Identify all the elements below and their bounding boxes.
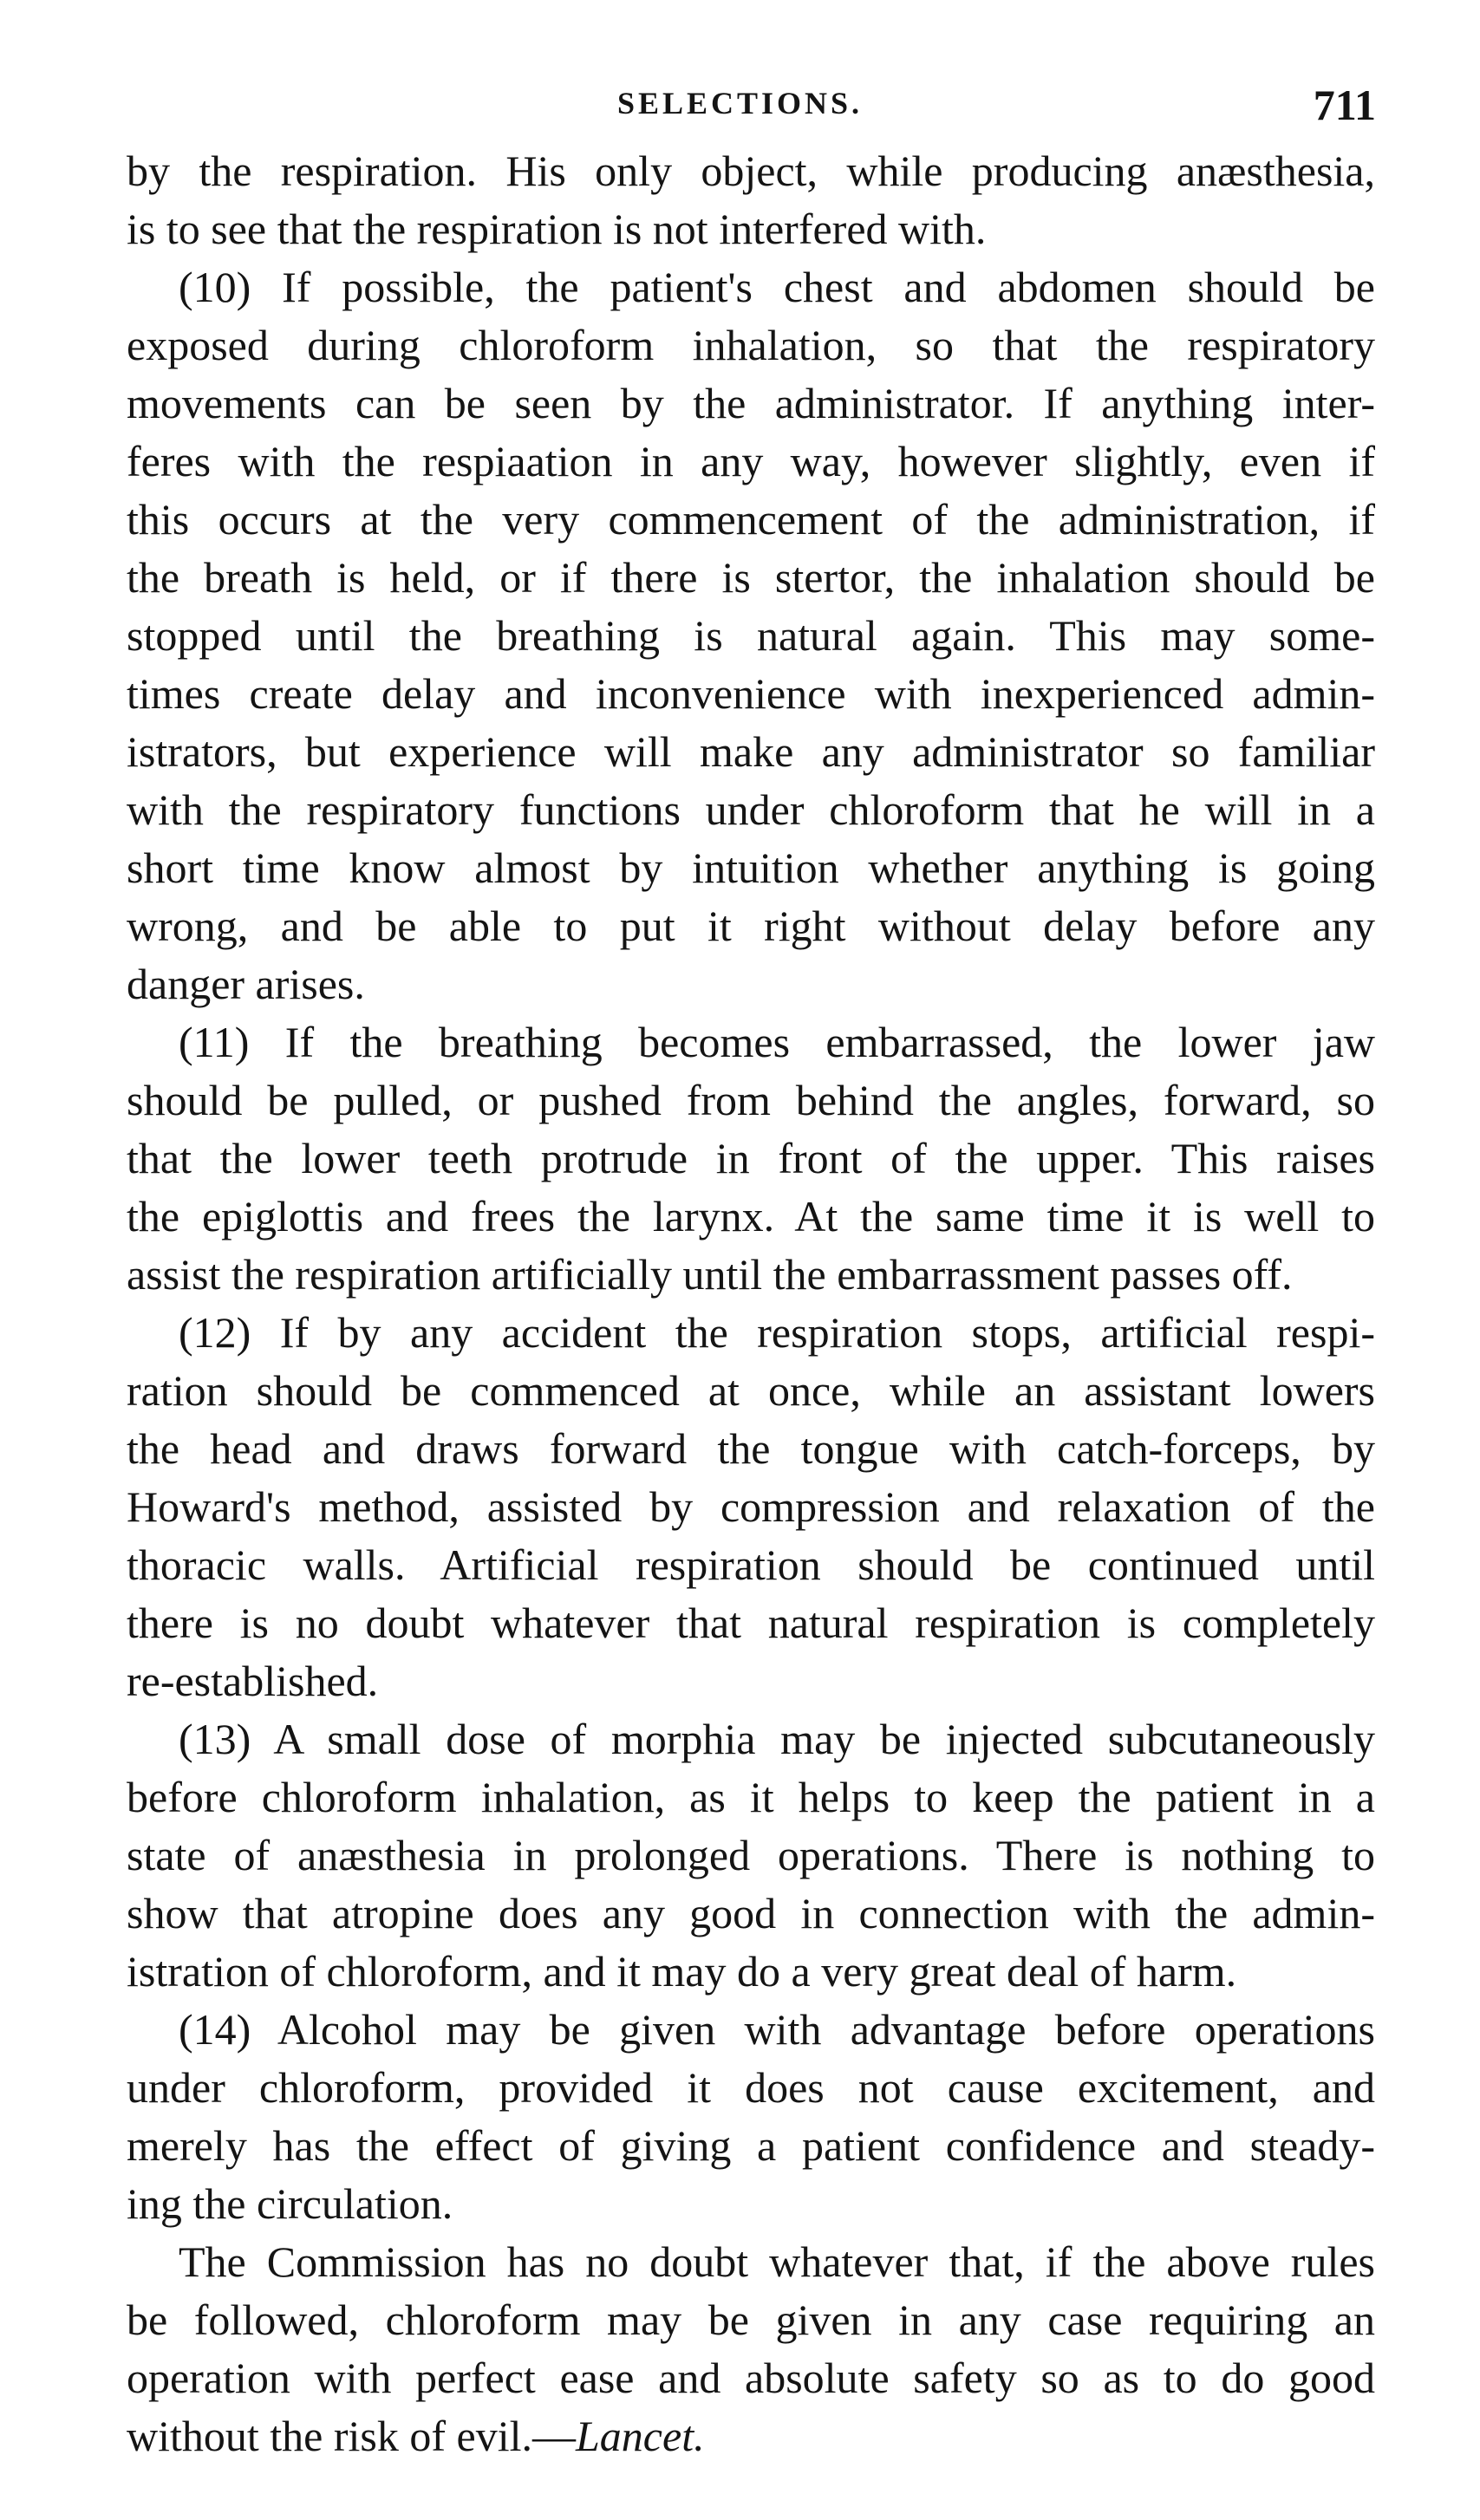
page-number: 711 (1313, 81, 1376, 129)
text-line: danger arises. (127, 960, 365, 1008)
text-line: movements can be seen by the administrator. If anything inter- (127, 379, 1375, 427)
citation-source: Lancet. (576, 2412, 705, 2460)
text-line: show that atropine does any good in connection with the admin- (127, 1889, 1375, 1937)
text-line: this occurs at the very commencement of the administration, if (127, 495, 1375, 544)
text-line: merely has the effect of giving a patient confidence and steady- (127, 2121, 1375, 2170)
text-line: stopped until the breathing is natural again. This may some- (127, 611, 1375, 660)
text-line: istrators, but experience will make any administrator so familiar (127, 727, 1375, 776)
text-line: be followed, chloroform may be given in any case requiring an (127, 2295, 1375, 2344)
text-line: re-established. (127, 1657, 379, 1705)
text-line: by the respiration. His only object, while producing anæsthesia, (127, 147, 1375, 195)
text-line: there is no doubt whatever that natural respiration is completely (127, 1599, 1375, 1647)
text-line: short time know almost by intuition whether anything is going (127, 843, 1375, 892)
text-line: The Commission has no doubt whatever that, if the above rules (179, 2237, 1375, 2286)
text-line: that the lower teeth protrude in front of the upper. This raises (127, 1134, 1375, 1182)
text-line: (10) If possible, the patient's chest and abdomen should be (179, 263, 1375, 311)
text-line: (12) If by any accident the respiration stops, artificial respi- (179, 1308, 1375, 1357)
text-line: state of anæsthesia in prolonged operations. There is nothing to (127, 1831, 1375, 1879)
text-line: feres with the respiaation in any way, however slightly, even if (127, 437, 1375, 485)
text-line: the breath is held, or if there is stertor, the inhalation should be (127, 553, 1375, 602)
text-line: the epiglottis and frees the larynx. At the same time it is well to (127, 1192, 1375, 1240)
text-line-final (127, 2407, 1375, 2465)
final-line-text: without the risk of evil.— (127, 2412, 576, 2460)
text-line: (11) If the breathing becomes embarrassed, the lower jaw (179, 1018, 1375, 1066)
text-line: under chloroform, provided it does not cause excitement, and (127, 2063, 1375, 2112)
text-line: wrong, and be able to put it right without delay before any (127, 902, 1375, 950)
text-line: ing the circulation. (127, 2179, 453, 2228)
text-line: Howard's method, assisted by compression and relaxation of the (127, 1482, 1375, 1531)
running-title: SELECTIONS. (616, 86, 864, 120)
text-line: (13) A small dose of morphia may be injected subcutaneously (179, 1715, 1375, 1763)
text-line: operation with perfect ease and absolute safety so as to do good (127, 2354, 1375, 2402)
text-line: ration should be commenced at once, while an assistant lowers (127, 1366, 1375, 1415)
text-line: exposed during chloroform inhalation, so that the respiratory (127, 321, 1375, 369)
text-line: assist the respiration artificially until the embarrassment passes off. (127, 1250, 1293, 1299)
text-line: istration of chloroform, and it may do a very great deal of harm. (127, 1947, 1237, 1996)
text-line: times create delay and inconvenience with inexperienced admin- (127, 669, 1375, 718)
text-line: thoracic walls. Artificial respiration should be continued until (127, 1540, 1375, 1589)
text-line: is to see that the respiration is not interfered with. (127, 205, 987, 253)
page-header (0, 81, 1480, 137)
body-text (127, 142, 1375, 2465)
text-line: the head and draws forward the tongue with catch-forceps, by (127, 1424, 1375, 1473)
text-line: (14) Alcohol may be given with advantage before operations (179, 2005, 1375, 2054)
text-line: with the respiratory functions under chloroform that he will in a (127, 785, 1375, 834)
text-line: before chloroform inhalation, as it helps to keep the patient in a (127, 1773, 1375, 1821)
text-line: should be pulled, or pushed from behind the angles, forward, so (127, 1076, 1375, 1124)
